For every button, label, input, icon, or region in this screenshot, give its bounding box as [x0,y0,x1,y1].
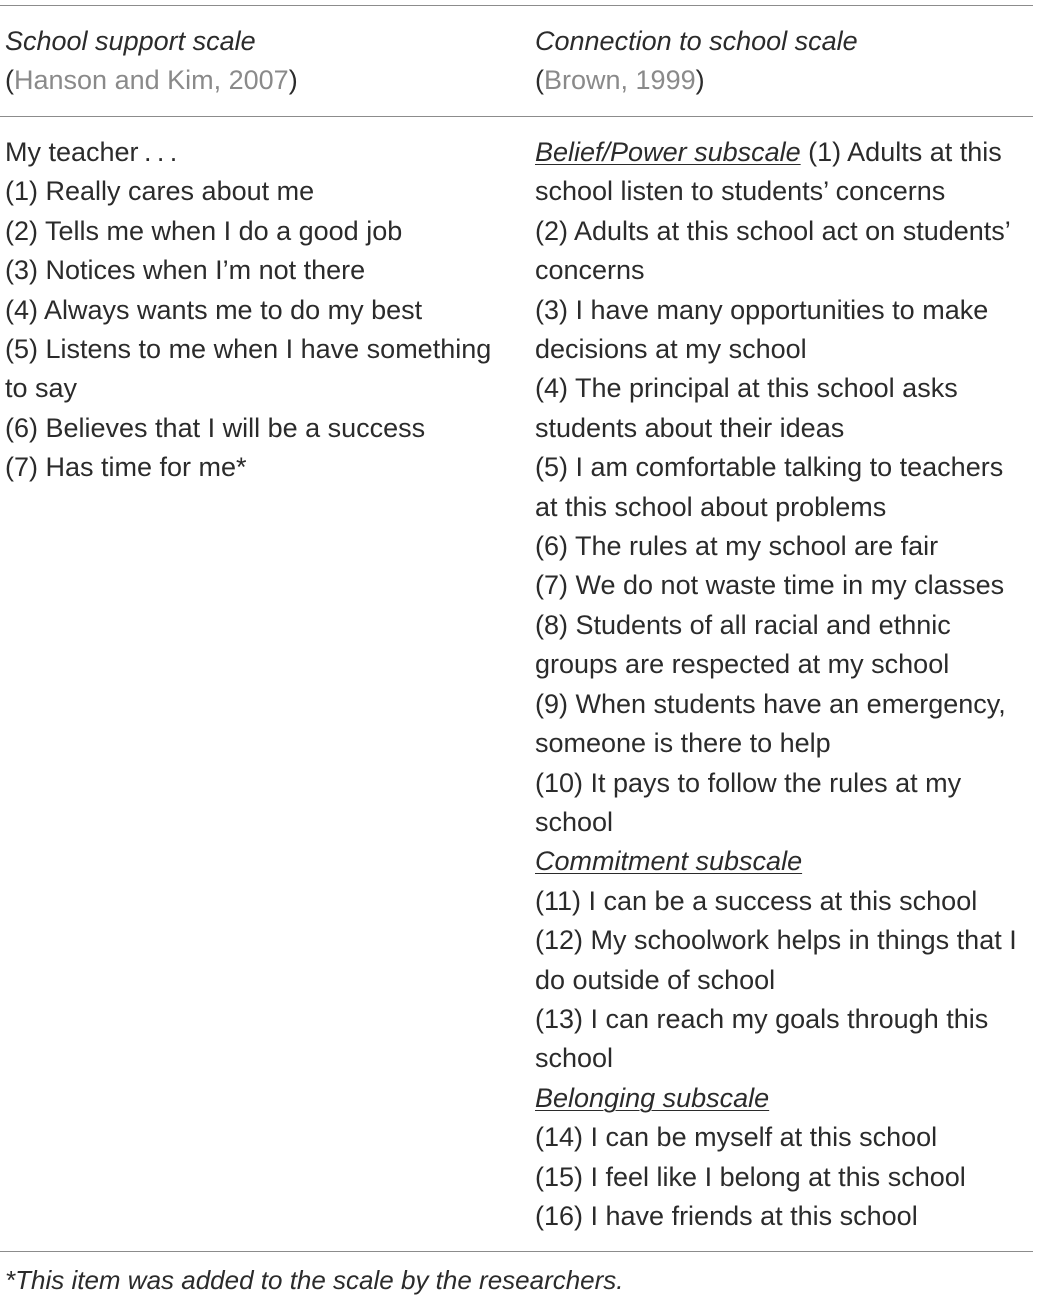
list-item: (5) Listens to me when I have something to say [5,334,492,404]
school-support-scale-title: School support scale [5,26,256,56]
school-support-items [5,133,505,488]
connection-to-school-scale-title: Connection to school scale [535,26,858,56]
table-footnote: *This item was added to the scale by the researchers. [5,1265,624,1295]
belief-power-first-row [535,133,1033,212]
list-item: (6) The rules at my school are fair [535,531,939,562]
list-item: (12) My schoolwork helps in things that I do outside of school [535,925,1017,995]
commitment-subscale-label: Commitment subscale [535,846,803,877]
list-item: (3) Notices when I’m not there [5,255,366,286]
citation-link[interactable]: Hanson and Kim, 2007 [14,65,289,96]
right-column-header [535,22,1033,101]
list-item: (4) Always wants me to do my best [5,294,423,325]
list-item: (2) Adults at this school act on students’ concerns [535,215,1010,286]
list-item: (7) Has time for me* [5,452,247,483]
list-item: (8) Students of all racial and ethnic groups are respected at my school [535,609,951,680]
commitment-item-list [535,882,1033,1079]
list-item: (13) I can reach my goals through this school [535,1003,989,1074]
citation-open-paren: ( [5,65,14,96]
citation-close-paren: ) [288,65,298,96]
belonging-subscale-label: Belonging subscale [535,1082,770,1113]
school-support-item-list [5,172,505,487]
belief-power-item-list [535,212,1033,843]
list-item: (6) Believes that I will be a success [5,412,426,443]
list-item: (2) Tells me when I do a good job [5,215,403,246]
list-item: (3) I have many opportunities to make decisions at my school [535,294,989,365]
belonging-item-list [535,1118,1033,1236]
citation-open-paren: ( [535,65,544,96]
school-support-scale-citation [5,61,505,100]
item-stem: My teacher . . . [5,137,178,167]
list-item: (1) Really cares about me [5,176,315,207]
list-item: (16) I have friends at this school [535,1200,918,1231]
left-column-header [5,22,505,101]
belief-power-subscale-label: Belief/Power subscale [535,137,801,167]
list-item: (4) The principal at this school asks students about their ideas [535,373,958,443]
list-item: (10) It pays to follow the rules at my school [535,767,962,837]
citation-close-paren: ) [695,65,705,96]
connection-to-school-items [535,133,1033,1236]
table-top-rule [0,5,1033,6]
table-header-rule [0,116,1033,117]
list-item: (5) I am comfortable talking to teachers at this school about problems [535,452,1004,522]
list-item: (15) I feel like I belong at this school [535,1161,966,1192]
citation-link[interactable]: Brown, 1999 [544,65,696,96]
connection-to-school-scale-citation [535,61,1033,100]
list-item: (11) I can be a success at this school [535,885,978,916]
list-item: (9) When students have an emergency, someone is there to help [535,688,1006,759]
list-item: (1) Adults at this school listen to students’ concerns [535,137,1002,207]
table-bottom-rule [0,1251,1033,1252]
list-item: (7) We do not waste time in my classes [535,570,1005,601]
list-item: (14) I can be myself at this school [535,1122,938,1153]
